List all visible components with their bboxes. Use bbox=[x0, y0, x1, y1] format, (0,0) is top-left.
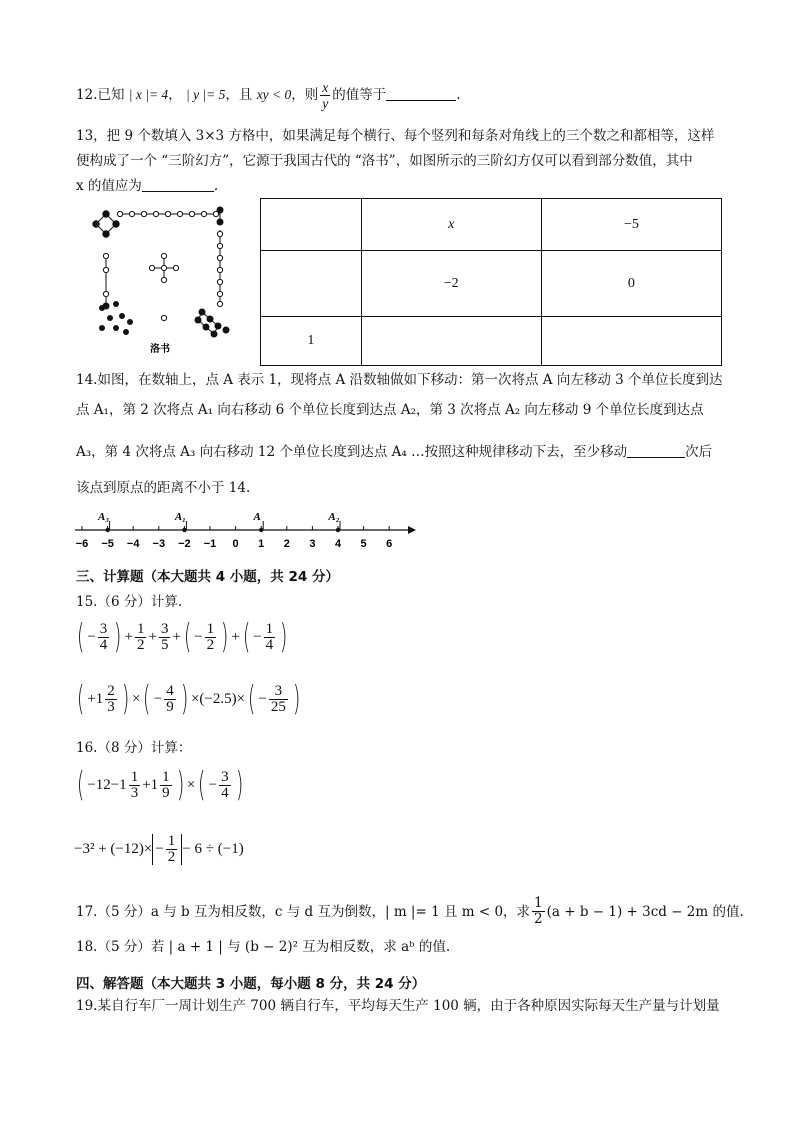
frac-num: 1 bbox=[167, 833, 176, 849]
axis-tick-label: 1 bbox=[258, 538, 265, 550]
luoshu-center-cross bbox=[149, 253, 178, 282]
luoshu-top-chain bbox=[117, 211, 220, 216]
question-12: 12.已知 | x |= 4， | y |= 5，且 xy < 0，则 $\frac{x}{y}$ 的值等于 . bbox=[76, 80, 461, 111]
q16-expression-1: ( −12−1 $\frac{1}{3}$ +1 $\frac{1}{9}$ ) × ( − $\frac{3}{4}$ ) bbox=[76, 765, 243, 805]
frac-num: 2 bbox=[107, 682, 115, 699]
luoshu-right-chain bbox=[217, 230, 222, 307]
frac-den: 3 bbox=[107, 698, 115, 715]
axis-tick-label: 5 bbox=[360, 538, 367, 550]
q17-expr: (a + b − 1) + 3cd − 2m 的值. bbox=[546, 903, 744, 920]
grid-row bbox=[261, 317, 722, 366]
frac-den: 4 bbox=[99, 636, 108, 653]
grid-cell[interactable]: 0 bbox=[541, 251, 721, 317]
axis-tick-label: −6 bbox=[75, 538, 89, 550]
frac-den: 25 bbox=[270, 698, 286, 715]
frac-den: 3 bbox=[130, 784, 139, 801]
axis-tick-label: 0 bbox=[232, 538, 239, 550]
luoshu-single-dot bbox=[161, 315, 166, 320]
grid-row bbox=[261, 199, 722, 251]
frac-num: 3 bbox=[99, 620, 108, 637]
point-label: A₂ bbox=[328, 511, 340, 523]
q15-e2-mid: ×(−2.5)× bbox=[190, 690, 246, 707]
magic-square-grid bbox=[260, 198, 722, 366]
grid-cell[interactable]: x bbox=[361, 199, 541, 251]
q12-suffix: 的值等于 bbox=[332, 87, 387, 103]
q14-answer-blank[interactable] bbox=[627, 443, 685, 458]
q14-line2: 点 A₁，第 2 次将点 A₁ 向右移动 6 个单位长度到达点 A₂，第 3 次将点 A₂ 向左移动 9 个单位长度到达点 bbox=[76, 402, 704, 418]
q16-e1-lead: −12−1 bbox=[87, 776, 127, 793]
axis-tick-label: 2 bbox=[283, 538, 290, 550]
q12-cond2: | y |= 5 bbox=[185, 87, 226, 102]
q12-cond1: | x |= 4 bbox=[128, 87, 169, 102]
grid-cell[interactable]: 1 bbox=[261, 317, 362, 366]
grid-row bbox=[261, 251, 722, 317]
question-17 bbox=[76, 896, 744, 927]
luoshu-four-dots bbox=[93, 211, 119, 237]
q12-mid: ，且 bbox=[225, 87, 253, 103]
q16-e2-lead: −3² + (−12)× bbox=[74, 841, 153, 857]
q13-line3 bbox=[76, 176, 218, 196]
frac-num: 4 bbox=[166, 682, 174, 699]
frac-den: 9 bbox=[166, 698, 174, 715]
frac-num: 3 bbox=[221, 768, 229, 785]
frac-den: 9 bbox=[162, 784, 170, 801]
absolute-value: − $\frac{1}{2}$ bbox=[152, 834, 182, 865]
luoshu-caption: 洛书 bbox=[150, 344, 170, 355]
q14-line3 bbox=[76, 442, 712, 462]
frac-num: 3 bbox=[269, 684, 288, 700]
q15-expression-2: ( +1 $\frac{2}{3}$ ) × ( − $\frac{4}{9}$ ) ×(−2.5)× ( − $\frac{3}{25}$ ) bbox=[76, 679, 301, 719]
number-line-arrow-icon bbox=[408, 526, 416, 534]
axis-tick-label: 3 bbox=[309, 538, 316, 550]
frac-num: 1 bbox=[162, 768, 170, 785]
q12-end: . bbox=[456, 87, 461, 103]
frac-num: 1 bbox=[136, 620, 145, 637]
frac-num: 3 bbox=[160, 620, 169, 637]
q14-line1: 14.如图，在数轴上，点 A 表示 1，现将点 A 沿数轴做如下移动：第一次将点 A 向左移动 3 个单位长度到达 bbox=[76, 372, 723, 388]
grid-cell[interactable]: −2 bbox=[361, 251, 541, 317]
q12-cond3: xy < 0 bbox=[256, 87, 292, 102]
frac-den: 2 bbox=[136, 636, 145, 653]
point-label: A₃ bbox=[98, 511, 110, 523]
axis-tick-label: −4 bbox=[126, 538, 140, 550]
axis-tick-label: −1 bbox=[203, 538, 217, 550]
number-line bbox=[70, 506, 420, 558]
frac-num: 1 bbox=[206, 620, 215, 637]
q12-then: ，则 bbox=[291, 87, 319, 103]
q12-frac-den: y bbox=[322, 96, 329, 111]
frac-num: 1 bbox=[130, 768, 139, 785]
grid-cell[interactable]: −5 bbox=[541, 199, 721, 251]
q12-prefix: 12.已知 bbox=[76, 87, 125, 103]
q16-e2-tail: − 6 ÷ (−1) bbox=[182, 841, 244, 857]
luoshu-bottom-left bbox=[99, 301, 133, 335]
grid-cell[interactable] bbox=[541, 317, 721, 366]
point-label: A₁ bbox=[174, 511, 186, 523]
point-label: A bbox=[253, 511, 261, 523]
section-4-title: 四、解答题（本大题共 3 小题，每小题 8 分，共 24 分） bbox=[76, 976, 426, 992]
axis-tick-label: −5 bbox=[101, 538, 114, 550]
luoshu-bottom-right bbox=[195, 309, 229, 337]
grid-cell[interactable] bbox=[361, 317, 541, 366]
mixed-whole: +1 bbox=[87, 690, 104, 707]
axis-tick-label: −2 bbox=[178, 538, 191, 550]
q15-title: 15.（6 分）计算. bbox=[76, 594, 183, 610]
luoshu-left-chain bbox=[103, 253, 109, 309]
q12-answer-blank[interactable] bbox=[386, 86, 456, 101]
axis-tick-label: 4 bbox=[334, 538, 342, 550]
section-3-title: 三、计算题（本大题共 4 小题，共 24 分） bbox=[76, 569, 339, 585]
q13-line1: 13，把 9 个数填入 3×3 方格中，如果满足每个横行、每个竖列和每条对角线上的三个数之和都相等，这样 bbox=[76, 128, 715, 144]
q14-line4: 该点到原点的距离不小于 14. bbox=[76, 480, 251, 496]
q13-line2: 便构成了一个 “三阶幻方”，它源于我国古代的 “洛书”，如图所示的三阶幻方仅可以看到部分数值，其中 bbox=[76, 153, 693, 169]
grid-cell[interactable] bbox=[261, 199, 362, 251]
q16-e1-plus: +1 bbox=[142, 776, 159, 793]
q14-line3a: A₃，第 4 次将点 A₃ 向右移动 12 个单位长度到达点 A₄ …按照这种规律移动下去，至少移动 bbox=[76, 444, 628, 460]
q12-frac-num: x bbox=[322, 80, 329, 95]
frac-den: 4 bbox=[221, 784, 229, 801]
frac-den: 2 bbox=[167, 849, 176, 865]
q16-expression-2 bbox=[74, 834, 244, 865]
q15-expression-1: ( − $\frac{3}{4}$ ) + $\frac{1}{2}$ + $\frac{3}{5}$ + ( − $\frac{1}{2}$ ) + ( − $\frac{1}{4}$ ) bbox=[76, 617, 288, 657]
question-18: 18.（5 分）若 | a + 1 | 与 (b − 2)² 互为相反数，求 aᵇ 的值. bbox=[76, 939, 451, 955]
q13-answer-blank[interactable] bbox=[142, 177, 214, 192]
frac-den: 5 bbox=[160, 636, 169, 653]
axis-tick-label: −3 bbox=[152, 538, 166, 550]
frac-den: 2 bbox=[206, 636, 215, 653]
q16-title: 16.（8 分）计算： bbox=[76, 740, 192, 756]
axis-tick-label: 6 bbox=[386, 538, 393, 550]
grid-cell[interactable] bbox=[261, 251, 362, 317]
q13-line3-text: x 的值应为 bbox=[76, 178, 142, 194]
frac-den: 4 bbox=[265, 636, 274, 653]
frac-num: 1 bbox=[534, 895, 543, 911]
q17-text: 17.（5 分）a 与 b 互为相反数，c 与 d 互为倒数，| m |= 1 且 m < 0，求 bbox=[76, 903, 531, 920]
frac-den: 2 bbox=[534, 911, 543, 927]
question-19: 19.某自行车厂一周计划生产 700 辆自行车，平均每天生产 100 辆，由于各种原因实际每天生产量与计划量 bbox=[76, 998, 720, 1014]
frac-num: 1 bbox=[265, 620, 274, 637]
luoshu-figure bbox=[90, 200, 240, 360]
q14-line3b: 次后 bbox=[685, 444, 713, 460]
q12-fraction bbox=[320, 80, 330, 111]
q13-end: . bbox=[213, 178, 219, 194]
